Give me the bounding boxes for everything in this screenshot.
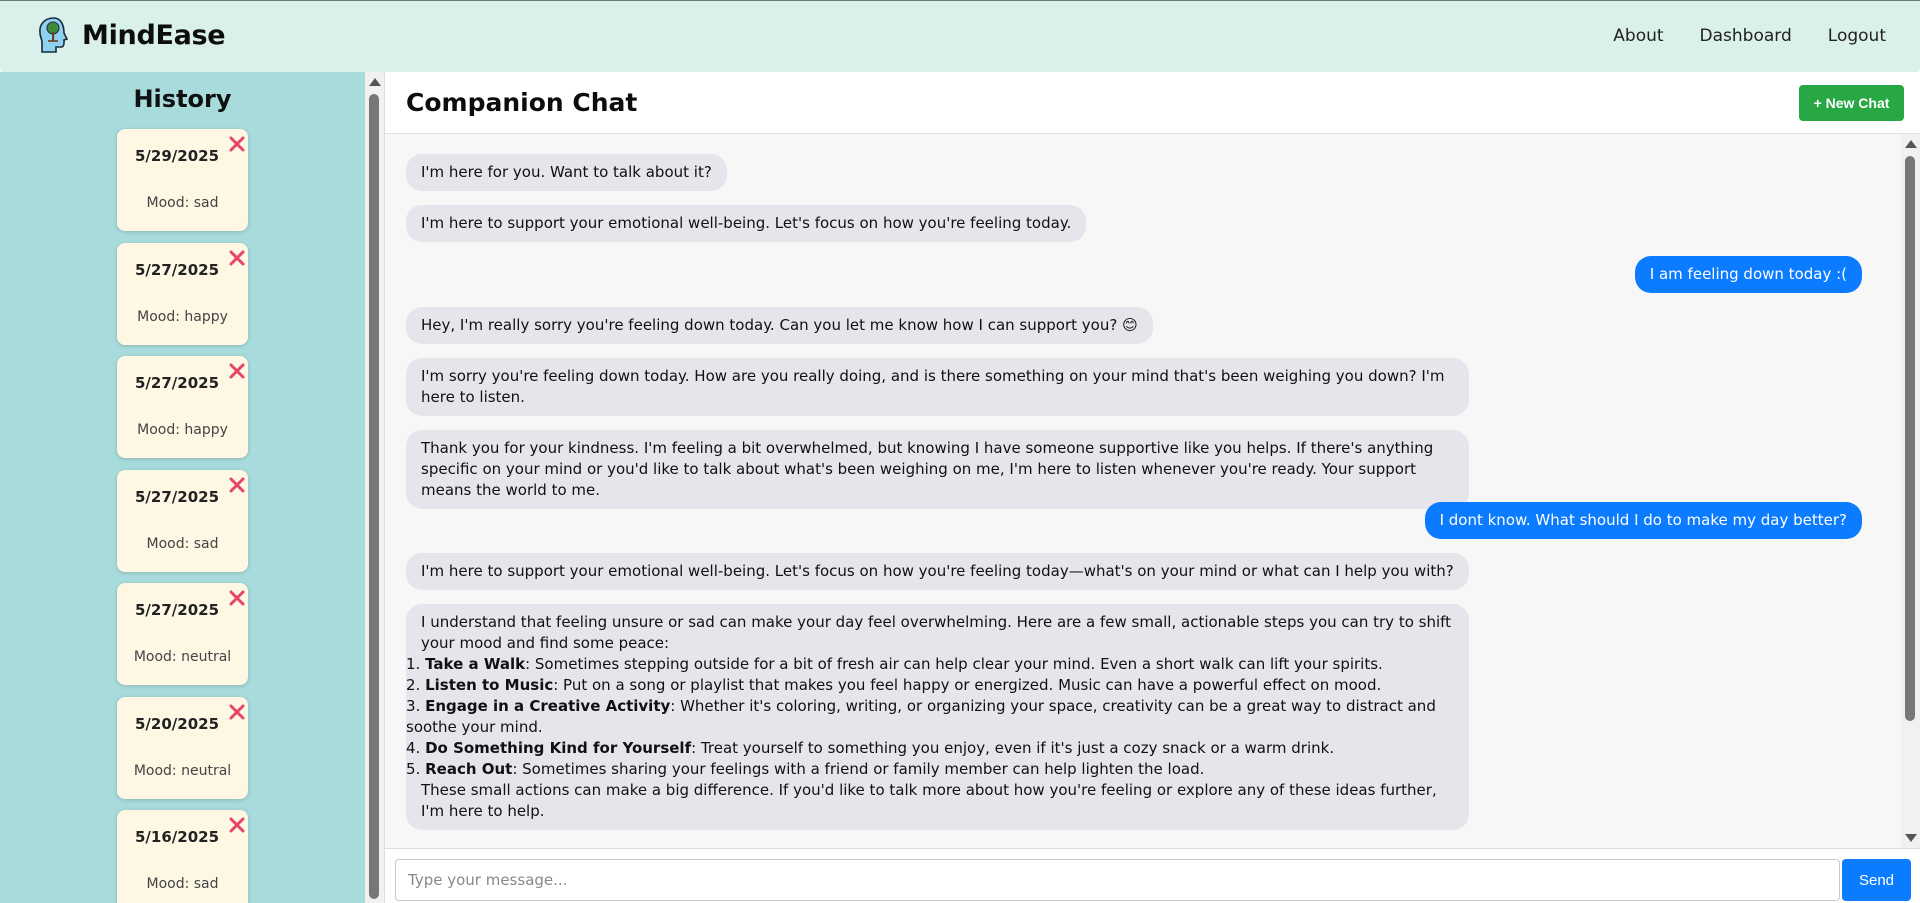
step-number: 2. xyxy=(406,676,421,694)
user-message: I am feeling down today :( xyxy=(1635,256,1862,293)
main-nav xyxy=(1613,26,1886,46)
step-text: : Sometimes stepping outside for a bit of fresh air can help clear your mind. Even a short walk can lift your spirits. xyxy=(525,655,1383,673)
steps-list xyxy=(406,654,1454,780)
bot-message: Hey, I'm really sorry you're feeling down today. Can you let me know how I can support you? 😊 xyxy=(406,307,1153,344)
step-text: : Treat yourself to something you enjoy, even if it's just a cozy snack or a warm drink. xyxy=(691,739,1335,757)
step-number: 3. xyxy=(406,697,421,715)
bot-message xyxy=(406,604,1469,830)
message-outro: These small actions can make a big difference. If you'd like to talk more about how you're feeling or explore any of these ideas further, I'm here to help. xyxy=(421,781,1437,820)
chat-header xyxy=(385,72,1920,134)
step-text: : Sometimes sharing your feelings with a friend or family member can help lighten the load. xyxy=(512,760,1205,778)
history-card[interactable] xyxy=(117,129,248,231)
history-card[interactable] xyxy=(117,470,248,572)
send-button[interactable]: Send xyxy=(1842,859,1911,901)
nav-logout-link[interactable]: Logout xyxy=(1827,26,1886,46)
history-card[interactable] xyxy=(117,356,248,458)
history-date: 5/20/2025 xyxy=(135,715,220,733)
history-sidebar xyxy=(0,72,365,903)
nav-dashboard-link[interactable]: Dashboard xyxy=(1699,26,1792,46)
step-title: Take a Walk xyxy=(425,655,526,673)
history-card[interactable] xyxy=(117,697,248,799)
history-date: 5/29/2025 xyxy=(135,147,220,165)
history-mood: Mood: sad xyxy=(146,876,219,892)
history-mood: Mood: happy xyxy=(137,422,228,438)
history-card[interactable] xyxy=(117,810,248,903)
delete-icon[interactable] xyxy=(226,247,248,269)
nav-about-link[interactable]: About xyxy=(1613,26,1664,46)
history-mood: Mood: neutral xyxy=(133,649,232,665)
step-title: Reach Out xyxy=(425,760,513,778)
history-card[interactable] xyxy=(117,243,248,345)
history-date: 5/27/2025 xyxy=(135,601,220,619)
new-chat-button[interactable]: + New Chat xyxy=(1799,85,1904,121)
list-item xyxy=(406,759,1454,780)
scroll-up-arrow-icon[interactable] xyxy=(369,78,381,86)
step-title: Do Something Kind for Yourself xyxy=(425,739,692,757)
delete-icon[interactable] xyxy=(226,474,248,496)
scroll-down-arrow-icon[interactable] xyxy=(1905,834,1917,842)
list-item xyxy=(406,738,1454,759)
history-date: 5/16/2025 xyxy=(135,828,220,846)
history-title: History xyxy=(133,85,232,113)
brand[interactable] xyxy=(36,15,225,55)
list-item xyxy=(406,696,1454,738)
scroll-up-arrow-icon[interactable] xyxy=(1905,140,1917,148)
bot-message: I'm here for you. Want to talk about it? xyxy=(406,154,727,191)
list-item xyxy=(406,675,1454,696)
top-navbar xyxy=(0,0,1920,72)
message-composer xyxy=(385,848,1920,903)
step-number: 1. xyxy=(406,655,421,673)
history-mood: Mood: neutral xyxy=(133,763,232,779)
history-date: 5/27/2025 xyxy=(135,374,220,392)
delete-icon[interactable] xyxy=(226,814,248,836)
history-mood: Mood: sad xyxy=(146,536,219,552)
chat-title: Companion Chat xyxy=(406,88,638,117)
step-text: : Put on a song or playlist that makes you feel happy or energized. Music can have a powerful effect on mood. xyxy=(553,676,1382,694)
bot-message: I'm here to support your emotional well-being. Let's focus on how you're feeling today—what's on your mind or what can I help you with? xyxy=(406,553,1469,590)
history-date: 5/27/2025 xyxy=(135,261,220,279)
scrollbar-thumb[interactable] xyxy=(1905,156,1915,721)
message-input[interactable] xyxy=(395,859,1840,901)
scrollbar-thumb[interactable] xyxy=(369,94,379,899)
message-list xyxy=(385,134,1902,848)
step-number: 5. xyxy=(406,760,421,778)
chat-panel xyxy=(384,72,1920,903)
step-text: : Whether it's coloring, writing, or organizing your space, creativity can be a great way to distract and soothe your mind. xyxy=(406,697,1436,736)
step-title: Engage in a Creative Activity xyxy=(425,697,671,715)
history-date: 5/27/2025 xyxy=(135,488,220,506)
head-tree-icon xyxy=(36,15,72,55)
bot-message: I'm sorry you're feeling down today. How are you really doing, and is there something on your mind that's been weighing you down? I'm here to listen. xyxy=(406,358,1469,416)
app-name: MindEase xyxy=(82,19,226,51)
user-message: I dont know. What should I do to make my day better? xyxy=(1425,502,1862,539)
delete-icon[interactable] xyxy=(226,701,248,723)
delete-icon[interactable] xyxy=(226,360,248,382)
delete-icon[interactable] xyxy=(226,133,248,155)
step-title: Listen to Music xyxy=(425,676,554,694)
step-number: 4. xyxy=(406,739,421,757)
history-mood: Mood: sad xyxy=(146,195,219,211)
list-item xyxy=(406,654,1454,675)
delete-icon[interactable] xyxy=(226,587,248,609)
history-card[interactable] xyxy=(117,583,248,685)
chat-scrollbar[interactable] xyxy=(1901,134,1920,848)
sidebar-scrollbar[interactable] xyxy=(365,72,384,903)
history-mood: Mood: happy xyxy=(137,309,228,325)
bot-message: I'm here to support your emotional well-being. Let's focus on how you're feeling today. xyxy=(406,205,1086,242)
message-intro: I understand that feeling unsure or sad can make your day feel overwhelming. Here are a few small, actionable steps you can try to shift your mood and find some peace: xyxy=(421,613,1452,652)
bot-message: Thank you for your kindness. I'm feeling a bit overwhelmed, but knowing I have someone supportive like you helps. If there's anything specific on your mind or you'd like to talk about what's been weighing on me, I'm here to listen whenever you're ready. Your support means the world to me. xyxy=(406,430,1469,509)
